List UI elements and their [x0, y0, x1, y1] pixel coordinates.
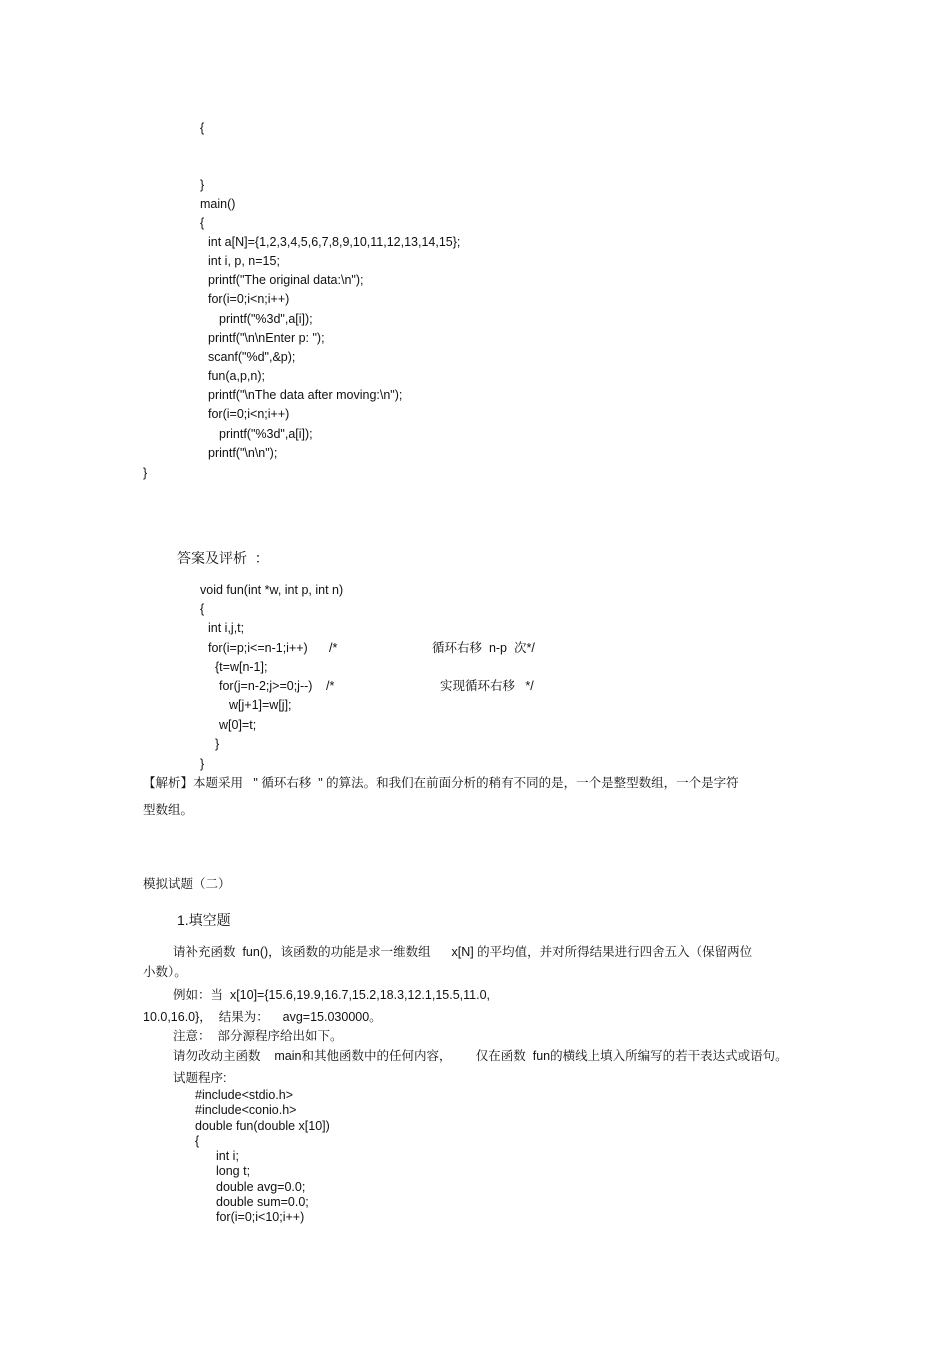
answer-code-line: for(i=p;i<=n-1;i++) — [208, 641, 308, 655]
answer-code-line: void fun(int *w, int p, int n) — [200, 583, 344, 597]
answer-code-line: } — [215, 737, 220, 751]
answer-code-line: for(j=n-2;j>=0;j--) — [219, 679, 313, 693]
code-line: } — [143, 466, 148, 480]
code-line: { — [200, 121, 205, 135]
code-line: printf("%3d",a[i]); — [219, 427, 313, 441]
note-text: 注意： 部分源程序给出如下。 — [173, 1029, 343, 1043]
code-line: { — [200, 216, 205, 230]
question-text-line-1: 请补充函数 fun()，该函数的功能是求一维数组 x[N] 的平均值，并对所得结果进行四舍五入（保留两位 — [173, 945, 753, 959]
answer-code-line: 循环右移 n-p 次*/ — [432, 641, 535, 655]
answer-code-line: { — [200, 602, 205, 616]
program-code-line: { — [195, 1134, 200, 1148]
program-code-line: double sum=0.0; — [216, 1195, 309, 1209]
answer-code-line: w[j+1]=w[j]; — [229, 698, 292, 712]
program-code-line: double avg=0.0; — [216, 1180, 306, 1194]
code-line: int a[N]={1,2,3,4,5,6,7,8,9,10,11,12,13,14,15}; — [208, 235, 461, 249]
answer-code-line: /* — [326, 679, 335, 693]
program-code-line: double fun(double x[10]) — [195, 1119, 330, 1133]
program-label: 试题程序: — [173, 1071, 227, 1085]
code-line: main() — [200, 197, 236, 211]
program-code-line: #include<stdio.h> — [195, 1088, 293, 1102]
program-code-line: for(i=0;i<10;i++) — [216, 1210, 305, 1224]
answer-code-line: } — [200, 757, 205, 771]
program-code-line: int i; — [216, 1149, 239, 1163]
answer-code-line: 实现循环右移 */ — [440, 679, 534, 693]
code-line: printf("\nThe data after moving:\n"); — [208, 388, 403, 402]
code-line: fun(a,p,n); — [208, 369, 265, 383]
code-line: printf("%3d",a[i]); — [219, 312, 313, 326]
example-line-1: 例如：当 x[10]={15.6,19.9,16.7,15.2,18.3,12.1,15.5,11.0, — [173, 988, 491, 1002]
answer-code-line: int i,j,t; — [208, 621, 245, 635]
code-line: for(i=0;i<n;i++) — [208, 292, 290, 306]
answer-code-line: /* — [329, 641, 338, 655]
code-line: printf("\n\nEnter p: "); — [208, 331, 325, 345]
answer-code-line: w[0]=t; — [219, 718, 257, 732]
code-line: printf("\n\n"); — [208, 446, 278, 460]
analysis-text-line-1: 【解析】本题采用 " 循环右移 " 的算法。和我们在前面分析的稍有不同的是，一个是整型数组，一个是字符 — [143, 776, 739, 790]
program-code-line: long t; — [216, 1164, 251, 1178]
section-title: 模拟试题（二） — [143, 877, 231, 891]
code-line: for(i=0;i<n;i++) — [208, 407, 290, 421]
answer-code-line: {t=w[n-1]; — [215, 660, 268, 674]
code-line: printf("The original data:\n"); — [208, 273, 364, 287]
code-line: int i, p, n=15; — [208, 254, 280, 268]
question-text-line-2: 小数）。 — [143, 965, 187, 979]
instruction-text: 请勿改动主函数 main和其他函数中的任何内容， 仅在函数 fun的横线上填入所编写的若干表达式或语句。 — [173, 1049, 788, 1063]
answer-heading: 答案及评析 ： — [177, 550, 269, 566]
section-subheading: 1.填空题 — [177, 912, 231, 928]
example-line-2: 10.0,16.0}， 结果为： avg=15.030000。 — [143, 1010, 382, 1024]
analysis-text-line-2: 型数组。 — [143, 803, 194, 817]
code-line: } — [200, 178, 205, 192]
program-code-line: #include<conio.h> — [195, 1103, 297, 1117]
code-line: scanf("%d",&p); — [208, 350, 296, 364]
